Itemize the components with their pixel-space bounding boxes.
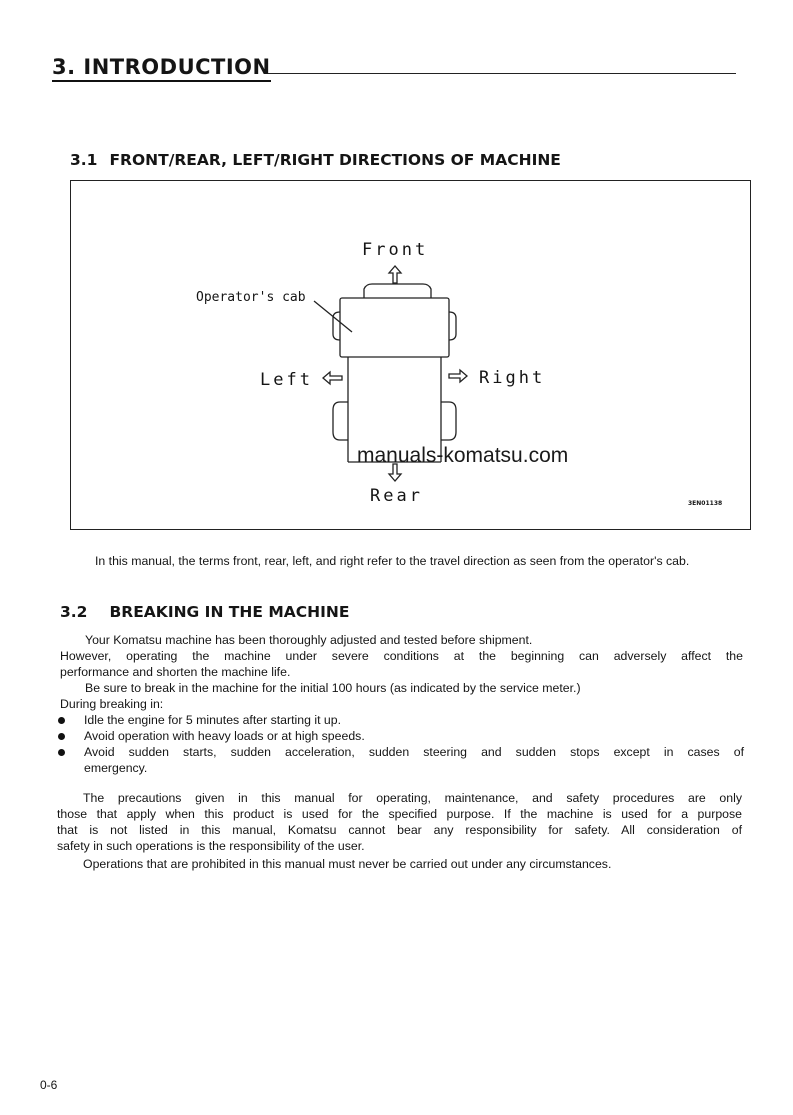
text-line: safety in such operations is the responsibility of the user.: [57, 839, 365, 853]
text-line: those that apply when this product is used for the specified purpose. If the machine is used for a purpose: [57, 807, 742, 821]
breaking-in-text: [60, 632, 743, 712]
cab-body: [340, 298, 449, 357]
text-line: Be sure to break in the machine for the initial 100 hours (as indicated by the service meter.): [85, 681, 581, 695]
text-line: Your Komatsu machine has been thoroughly adjusted and tested before shipment.: [85, 633, 533, 647]
list-item: Avoid sudden starts, sudden acceleration, sudden steering and sudden stops except in cases of: [84, 745, 744, 759]
section-title: BREAKING IN THE MACHINE: [109, 603, 350, 621]
section-number: 3.1: [70, 151, 98, 169]
bullet-icon: [58, 733, 65, 740]
figure-code: 3EN01138: [688, 500, 723, 507]
front-label: Front: [362, 240, 429, 260]
rear-label: Rear: [370, 486, 423, 506]
list-item: Avoid operation with heavy loads or at high speeds.: [84, 729, 365, 743]
section-number: 3.2: [60, 603, 88, 621]
bullet-icon: [58, 717, 65, 724]
bullet-icon: [58, 749, 65, 756]
page-number: 0-6: [40, 1078, 58, 1092]
section-heading-3-2: [60, 602, 349, 622]
direction-paragraph: In this manual, the terms front, rear, left, and right refer to the travel direction as seen from the operator's cab.: [95, 554, 690, 568]
text-line: During breaking in:: [60, 697, 164, 711]
left-label: Left: [260, 370, 313, 390]
watermark: manuals-komatsu.com: [357, 444, 569, 467]
text-line: However, operating the machine under severe conditions at the beginning can adversely affect the: [60, 649, 743, 663]
list-item-continuation: emergency.: [84, 761, 148, 775]
text-line: performance and shorten the machine life.: [60, 665, 291, 679]
precautions-text: [57, 790, 742, 874]
text-line: The precautions given in this manual for operating, maintenance, and safety procedures are only: [83, 791, 742, 805]
front-arrow-icon: [389, 266, 401, 283]
chapter-title: 3. INTRODUCTION: [52, 54, 271, 82]
front-attachment: [364, 284, 431, 298]
front-right-wheel: [449, 312, 456, 340]
section-title: FRONT/REAR, LEFT/RIGHT DIRECTIONS OF MACHINE: [109, 151, 561, 169]
left-arrow-icon: [323, 372, 342, 384]
right-label: Right: [479, 368, 546, 388]
right-arrow-icon: [449, 370, 467, 382]
text-line: that is not listed in this manual, Komatsu cannot bear any responsibility for safety. All consideration of: [57, 823, 742, 837]
rear-right-wheel: [441, 402, 456, 440]
list-item: Idle the engine for 5 minutes after starting it up.: [84, 713, 342, 727]
rear-left-wheel: [333, 402, 348, 440]
breaking-in-list: [58, 712, 744, 778]
front-left-wheel: [333, 312, 340, 340]
operator-cab-label: Operator's cab: [196, 290, 306, 305]
text-line: Operations that are prohibited in this manual must never be carried out under any circumstances.: [83, 857, 612, 871]
